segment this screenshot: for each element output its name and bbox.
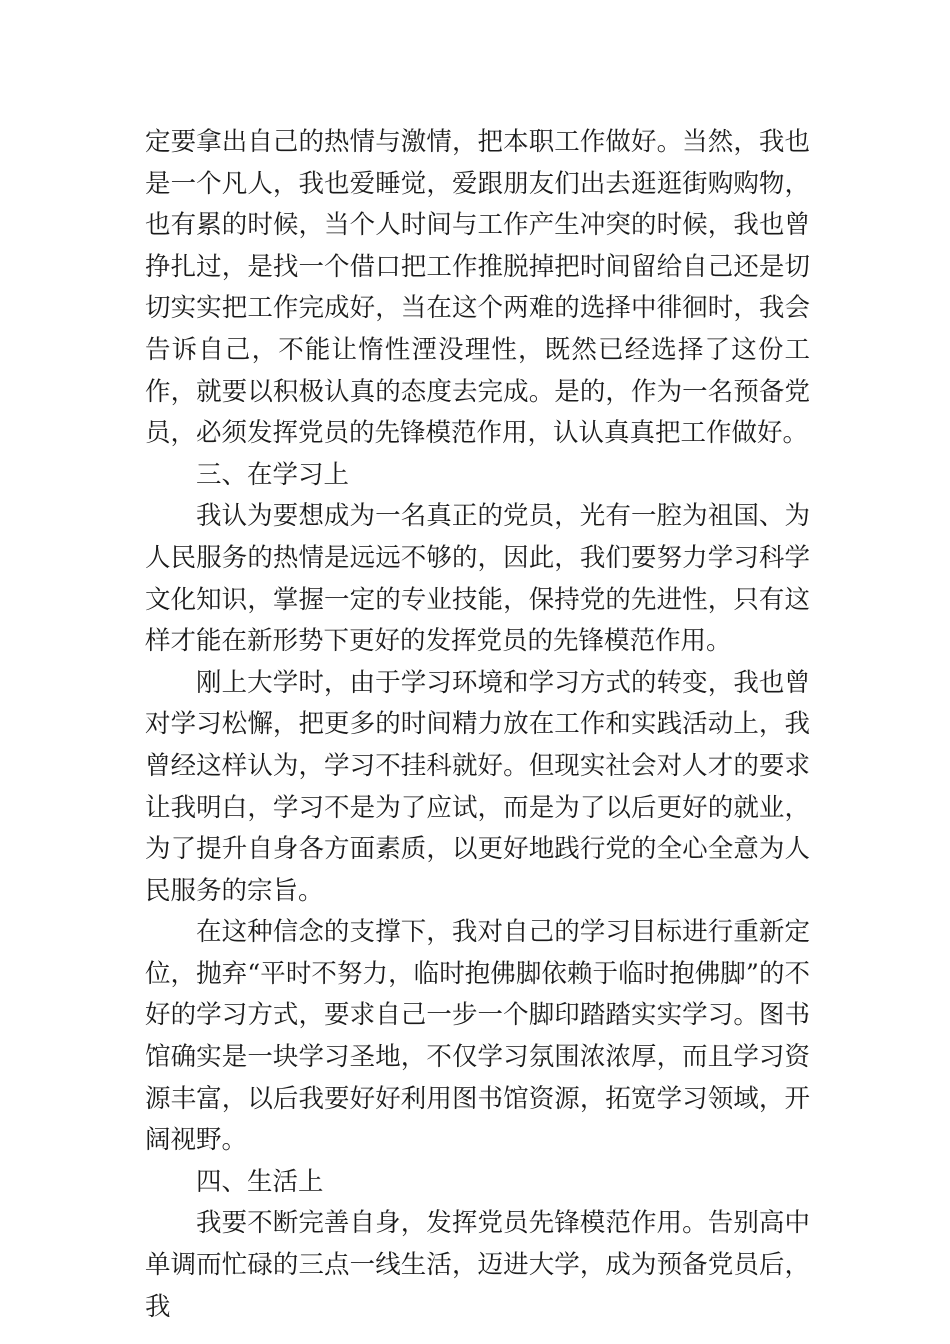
document-body [145, 122, 810, 1328]
paragraph-continuation: 定要拿出自己的热情与激情，把本职工作做好。当然，我也是一个凡人，我也爱睡觉，爱跟朋友们出去逛逛街购购物，也有累的时候，当个人时间与工作产生冲突的时候，我也曾挣扎过，是找一个借口把工作推脱掉把时间留给自己还是切切实实把工作完成好，当在这个两难的选择中徘徊时，我会告诉自己，不能让惰性湮没理性，既然已经选择了这份工作，就要以积极认真的态度去完成。是的，作为一名预备党员，必须发挥党员的先锋模范作用，认认真真把工作做好。 [145, 127, 810, 449]
paragraph-study-1: 我认为要想成为一名真正的党员，光有一腔为祖国、为人民服务的热情是远远不够的，因此，我们要努力学习科学文化知识，掌握一定的专业技能，保持党的先进性，只有这样才能在新形势下更好的发挥党员的先锋模范作用。 [145, 501, 810, 657]
section-heading-life: 四、生活上 [196, 1166, 324, 1197]
paragraph-study-2: 刚上大学时，由于学习环境和学习方式的转变，我也曾对学习松懈，把更多的时间精力放在工作和实践活动上，我曾经这样认为，学习不挂科就好。但现实社会对人才的要求让我明白，学习不是为了应试，而是为了以后更好的就业，为了提升自身各方面素质，以更好地践行党的全心全意为人民服务的宗旨。 [145, 667, 810, 906]
paragraph-life-1: 我要不断完善自身，发挥党员先锋模范作用。告别高中单调而忙碌的三点一线生活，迈进大学，成为预备党员后，我 [145, 1208, 810, 1322]
paragraph-study-3: 在这种信念的支撑下，我对自己的学习目标进行重新定位，抛弃“平时不努力，临时抱佛脚依赖于临时抱佛脚”的不好的学习方式，要求自己一步一个脚印踏踏实实学习。图书馆确实是一块学习圣地，不仅学习氛围浓浓厚，而且学习资源丰富，以后我要好好利用图书馆资源，拓宽学习领域，开阔视野。 [145, 917, 810, 1156]
section-heading-study: 三、在学习上 [196, 459, 350, 490]
